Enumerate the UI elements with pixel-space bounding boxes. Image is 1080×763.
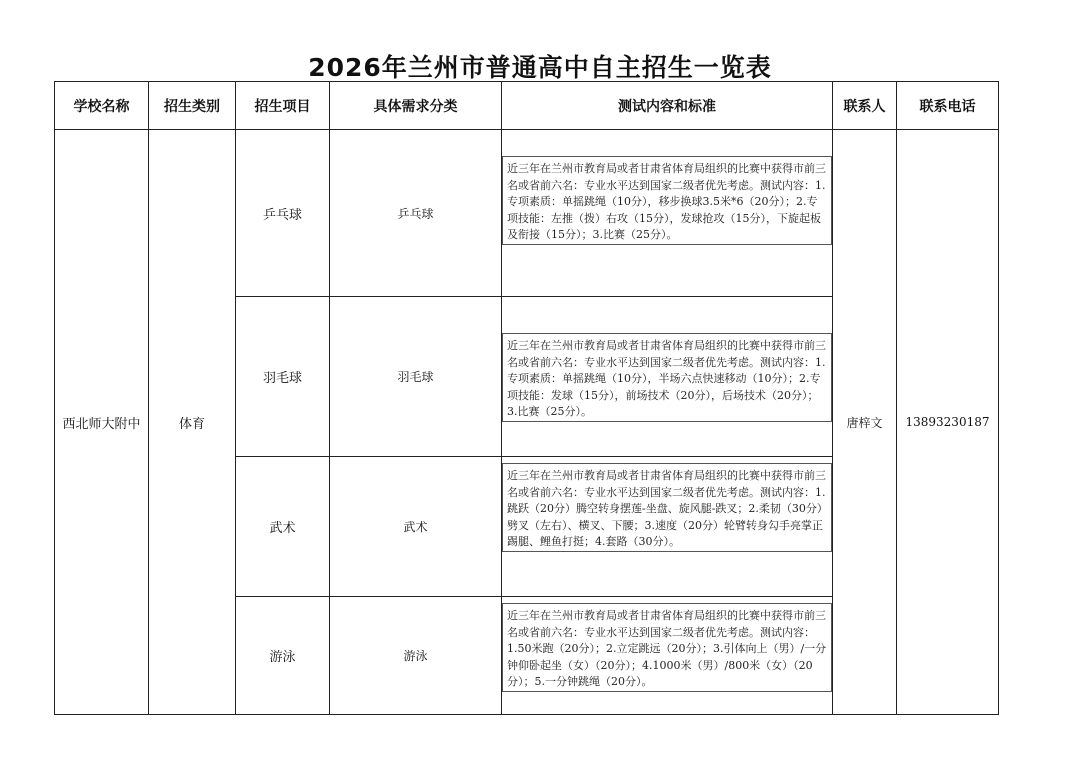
table-row: [55, 130, 999, 297]
page-title: 2026年兰州市普通高中自主招生一览表: [308, 53, 772, 82]
project-cell: 游泳: [236, 597, 330, 715]
contact-cell: 唐梓文: [833, 130, 897, 715]
enrollment-table: [54, 81, 999, 715]
subtype-cell: 武术: [330, 457, 502, 597]
header-project: 招生项目: [236, 82, 330, 130]
header-row: [55, 82, 999, 130]
header-phone: 联系电话: [897, 82, 999, 130]
test-cell: [502, 297, 833, 457]
test-cell: [502, 597, 833, 715]
school-cell: 西北师大附中: [55, 130, 149, 715]
project-cell: 羽毛球: [236, 297, 330, 457]
category-cell: 体育: [149, 130, 236, 715]
project-cell: 武术: [236, 457, 330, 597]
header-test: 测试内容和标准: [502, 82, 833, 130]
subtype-cell: 游泳: [330, 597, 502, 715]
subtype-cell: 乒乓球: [330, 130, 502, 297]
phone-cell: 13893230187: [897, 130, 999, 715]
header-school: 学校名称: [55, 82, 149, 130]
test-text: 近三年在兰州市教育局或者甘肃省体育局组织的比赛中获得市前三名或省前六名：专业水平达到国家二级者优先考虑。测试内容：1.50米跑（20分）；2.立定跳远（20分）；3.引体向上（男）/一分钟仰卧起坐（女）（20分）；4.1000米（男）/800米（女）（20分）；5.一分钟跳绳（20分）。: [502, 603, 832, 692]
test-text: 近三年在兰州市教育局或者甘肃省体育局组织的比赛中获得市前三名或省前六名：专业水平达到国家二级者优先考虑。测试内容：1.跳跃（20分）腾空转身摆莲-坐盘、旋风腿-跌叉；2.柔韧（30分）劈叉（左右）、横叉、下腰；3.速度（20分）轮臂转身勾手亮掌正踢腿、鲤鱼打挺；4.套路（30分）。: [502, 463, 832, 552]
header-subtype: 具体需求分类: [330, 82, 502, 130]
test-text: 近三年在兰州市教育局或者甘肃省体育局组织的比赛中获得市前三名或省前六名：专业水平达到国家二级者优先考虑。测试内容：1.专项素质：单摇跳绳（10分），移步换球3.5米*6（20分）；2.专项技能：左推（拨）右攻（15分），发球抢攻（15分），下旋起板及衔接（15分）；3.比赛（25分）。: [502, 156, 832, 245]
test-cell: [502, 457, 833, 597]
test-cell: [502, 130, 833, 297]
project-cell: 乒乓球: [236, 130, 330, 297]
test-text: 近三年在兰州市教育局或者甘肃省体育局组织的比赛中获得市前三名或省前六名：专业水平达到国家二级者优先考虑。测试内容：1.专项素质：单摇跳绳（10分），半场六点快速移动（10分）；2.专项技能：发球（15分），前场技术（20分），后场技术（20分）；3.比赛（25分）。: [502, 333, 832, 422]
header-category: 招生类别: [149, 82, 236, 130]
header-contact: 联系人: [833, 82, 897, 130]
subtype-cell: 羽毛球: [330, 297, 502, 457]
